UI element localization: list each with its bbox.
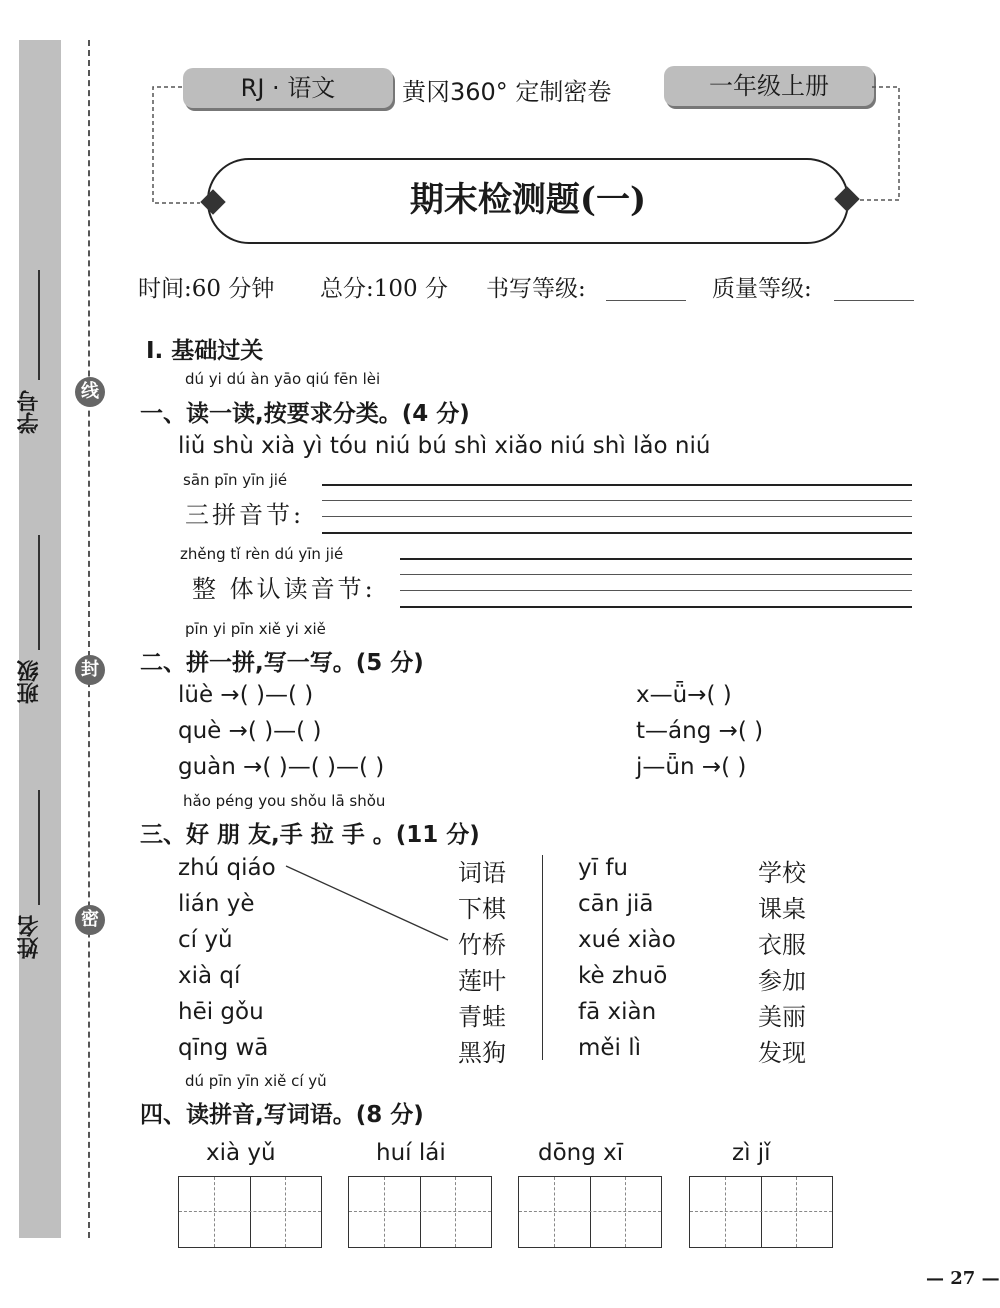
- q1-cat2-line[interactable]: [400, 558, 912, 560]
- q3-left-word[interactable]: 青蛙: [458, 1003, 506, 1031]
- section-heading: Ⅰ. 基础过关: [146, 338, 264, 364]
- q2-item[interactable]: j—ǖn →( ): [636, 754, 747, 780]
- binding-strip: [19, 40, 61, 1238]
- q1-cat2-line: [400, 574, 912, 575]
- grade-pill: 一年级上册: [664, 66, 874, 106]
- q3-left-word[interactable]: 黑狗: [458, 1039, 506, 1067]
- q2-title: 二、拼一拼,写一写。(5 分): [140, 650, 424, 676]
- stamp-line: 线: [75, 377, 105, 407]
- q3-right-pinyin[interactable]: cān jiā: [578, 891, 654, 917]
- writing-grade-blank[interactable]: [606, 300, 686, 301]
- q3-left-pinyin[interactable]: qīng wā: [178, 1035, 269, 1061]
- q3-left-word[interactable]: 词语: [458, 859, 506, 887]
- q1-words: liǔ shù xià yì tóu niú bú shì xiǎo niú shì lǎo niú: [178, 433, 711, 459]
- blank-class: [38, 535, 40, 650]
- stamp-secret: 密: [75, 905, 105, 935]
- q4-word-pinyin: xià yǔ: [206, 1140, 276, 1166]
- series-title: 黄冈360° 定制密卷: [402, 78, 612, 106]
- q3-right-word[interactable]: 课桌: [758, 895, 806, 923]
- q3-right-word[interactable]: 发现: [758, 1039, 806, 1067]
- q3-left-word[interactable]: 下棋: [458, 895, 506, 923]
- q3-right-pinyin[interactable]: měi lì: [578, 1035, 642, 1061]
- q3-right-pinyin[interactable]: kè zhuō: [578, 963, 668, 989]
- q3-right-pinyin[interactable]: xué xiào: [578, 927, 676, 953]
- q3-pinyin: hǎo péng you shǒu lā shǒu: [183, 792, 386, 810]
- blank-student-id: [38, 270, 40, 380]
- stamp-seal: 封: [75, 655, 105, 685]
- q1-cat1-label: 三拼音节:: [185, 501, 305, 529]
- page-number: — 27 —: [926, 1268, 1000, 1289]
- q1-cat1-line[interactable]: [322, 484, 912, 486]
- q3-right-pinyin[interactable]: yī fu: [578, 855, 628, 881]
- q3-divider: [542, 855, 543, 1060]
- q1-cat2-line: [400, 606, 912, 608]
- subject-pill: RJ · 语文: [183, 68, 393, 108]
- q2-item[interactable]: guàn →( )—( )—( ): [178, 754, 385, 780]
- q3-left-pinyin[interactable]: zhú qiáo: [178, 855, 276, 881]
- label-name: 姓名: [17, 915, 42, 959]
- q3-right-word[interactable]: 美丽: [758, 1003, 806, 1031]
- quality-grade-label: 质量等级:: [712, 276, 812, 302]
- q1-cat1-line: [322, 532, 912, 534]
- q3-left-word[interactable]: 莲叶: [458, 967, 506, 995]
- q1-cat2-label: 整 体认读音节:: [192, 575, 376, 603]
- q3-right-word[interactable]: 学校: [758, 859, 806, 887]
- cut-line: [88, 40, 90, 1238]
- q4-word-pinyin: zì jǐ: [732, 1140, 771, 1166]
- q1-cat2-line: [400, 590, 912, 591]
- example-connect-line: [280, 860, 460, 945]
- q1-title: 一、读一读,按要求分类。(4 分): [140, 401, 470, 427]
- writing-grid[interactable]: [689, 1176, 833, 1248]
- q2-item[interactable]: lüè →( )—( ): [178, 682, 314, 708]
- q2-item[interactable]: x—ǖ→( ): [636, 682, 732, 708]
- q4-word-pinyin: dōng xī: [538, 1140, 624, 1166]
- exam-time: 时间:60 分钟: [138, 276, 275, 302]
- blank-name: [38, 790, 40, 905]
- q3-left-word[interactable]: 竹桥: [458, 931, 506, 959]
- q4-word-pinyin: huí lái: [376, 1140, 446, 1166]
- q3-right-pinyin[interactable]: fā xiàn: [578, 999, 657, 1025]
- q2-item[interactable]: t—áng →( ): [636, 718, 764, 744]
- q4-pinyin: dú pīn yīn xiě cí yǔ: [185, 1072, 327, 1090]
- label-class: 班级: [17, 660, 42, 704]
- q3-left-pinyin[interactable]: lián yè: [178, 891, 255, 917]
- writing-grid[interactable]: [348, 1176, 492, 1248]
- total-score: 总分:100 分: [320, 276, 448, 302]
- q1-cat1-line: [322, 500, 912, 501]
- q3-left-pinyin[interactable]: hēi gǒu: [178, 999, 264, 1025]
- q2-pinyin: pīn yi pīn xiě yi xiě: [185, 620, 326, 638]
- q2-item[interactable]: què →( )—( ): [178, 718, 322, 744]
- quality-grade-blank[interactable]: [834, 300, 914, 301]
- writing-grid[interactable]: [178, 1176, 322, 1248]
- q1-pinyin: dú yi dú àn yāo qiú fēn lèi: [185, 370, 381, 388]
- q3-left-pinyin[interactable]: xià qí: [178, 963, 241, 989]
- writing-grid[interactable]: [518, 1176, 662, 1248]
- q3-right-word[interactable]: 衣服: [758, 931, 806, 959]
- q3-left-pinyin[interactable]: cí yǔ: [178, 927, 233, 953]
- q3-title: 三、好 朋 友,手 拉 手 。(11 分): [140, 822, 480, 848]
- q3-right-word[interactable]: 参加: [758, 967, 806, 995]
- q1-cat1-pinyin: sān pīn yīn jié: [183, 471, 288, 489]
- writing-grade-label: 书写等级:: [486, 276, 586, 302]
- page-title: 期末检测题(一): [409, 180, 647, 220]
- label-student-id: 学号: [17, 390, 42, 434]
- q1-cat1-line: [322, 516, 912, 517]
- q4-title: 四、读拼音,写词语。(8 分): [140, 1102, 424, 1128]
- q1-cat2-pinyin: zhěng tǐ rèn dú yīn jié: [180, 545, 344, 563]
